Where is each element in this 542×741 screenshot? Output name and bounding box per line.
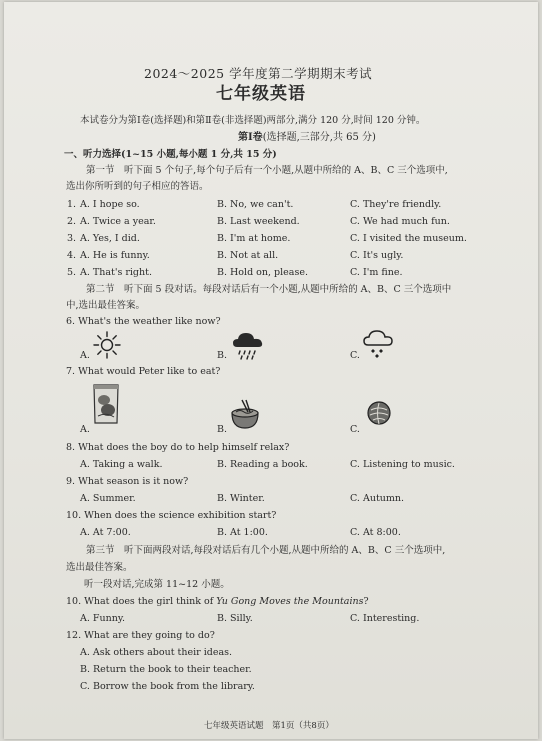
question-8-option-b: B. Reading a book.: [217, 459, 308, 470]
option-b: B. I'm at home.: [217, 233, 291, 244]
part1-instruction-line1: 第一节 听下面 5 个句子,每个句子后有一个小题,从题中所给的 A、B、C 三个选项中,: [86, 165, 448, 176]
question-number: 3.: [67, 233, 77, 244]
part3-instruction-line2: 选出最佳答案。: [66, 562, 133, 573]
exam-intro: 本试卷分为第Ⅰ卷(选择题)和第Ⅱ卷(非选择题)两部分,满分 120 分,时间 120 分钟。: [80, 115, 426, 126]
question-9-stem: 9. What season is it now?: [66, 476, 189, 487]
question-6-stem: 6. What's the weather like now?: [66, 316, 221, 327]
question-number: 2.: [67, 216, 77, 227]
question-10-option-b: B. At 1:00.: [217, 527, 268, 538]
part3-instruction-line1: 第三节 听下面两段对话,每段对话后有几个小题,从题中所给的 A、B、C 三个选项中,: [86, 545, 446, 556]
volume-note: (选择题,三部分,共 65 分): [262, 132, 376, 143]
option-c: C. They're friendly.: [350, 199, 442, 210]
book-title: Yu Gong Moves the Mountains: [216, 596, 364, 607]
question-12-option-c: C. Borrow the book from the library.: [80, 681, 255, 692]
exam-page: [4, 2, 538, 739]
noodle-bowl-icon: [228, 398, 262, 436]
question-12-stem: 12. What are they going to do?: [66, 630, 215, 641]
question-8-option-c: C. Listening to music.: [350, 459, 455, 470]
question-12-option-a: A. Ask others about their ideas.: [80, 647, 233, 658]
stem-suffix: ?: [363, 596, 369, 607]
question-9-option-b: B. Winter.: [217, 493, 265, 504]
rain-cloud-icon: [230, 330, 266, 364]
question-9-option-a: A. Summer.: [80, 493, 136, 504]
exam-title: 2024～2025 学年度第二学期期末考试: [144, 66, 373, 81]
question-7-option-c: C.: [350, 424, 360, 435]
snow-cloud-icon: [362, 328, 394, 364]
question-10-option-c: C. At 8:00.: [350, 527, 401, 538]
question-10-option-a: A. At 7:00.: [80, 527, 131, 538]
option-b: B. Hold on, please.: [217, 267, 308, 278]
snack-bag-icon: [90, 382, 122, 430]
question-10-stem: 10. When does the science exhibition start?: [66, 510, 277, 521]
question-12-option-b: B. Return the book to their teacher.: [80, 664, 252, 675]
option-a: A. He is funny.: [80, 250, 150, 261]
question-number: 1.: [67, 199, 77, 210]
option-b: B. Not at all.: [217, 250, 279, 261]
question-number: 5.: [67, 267, 77, 278]
volume-heading: [238, 132, 376, 144]
dialog-intro: 听一段对话,完成第 11~12 小题。: [84, 579, 230, 590]
question-11-option-b: B. Silly.: [217, 613, 253, 624]
section1-title: 一、听力选择(1~15 小题,每小题 1 分,共 15 分): [64, 149, 277, 160]
question-8-option-a: A. Taking a walk.: [80, 459, 163, 470]
question-11-option-a: A. Funny.: [80, 613, 125, 624]
option-a: A. That's right.: [80, 267, 152, 278]
volume-title: 第Ⅰ卷: [238, 132, 263, 143]
option-a: A. Yes, I did.: [80, 233, 140, 244]
question-11-option-c: C. Interesting.: [350, 613, 420, 624]
subject-title: 七年级英语: [216, 84, 306, 104]
option-c: C. I'm fine.: [350, 267, 403, 278]
question-6-option-a: A.: [80, 350, 90, 361]
question-6-option-c: C.: [350, 350, 360, 361]
question-9-option-c: C. Autumn.: [350, 493, 405, 504]
part2-instruction-line2: 中,选出最佳答案。: [66, 300, 146, 311]
option-b: B. Last weekend.: [217, 216, 300, 227]
stem-prefix: 10. What does the girl think of: [66, 596, 217, 607]
sun-icon: [92, 330, 122, 364]
question-8-stem: 8. What does the boy do to help himself relax?: [66, 442, 290, 453]
page-footer: 七年级英语试题 第1页（共8页）: [204, 721, 334, 731]
part2-instruction-line1: 第二节 听下面 5 段对话。每段对话后有一个小题,从题中所给的 A、B、C 三个选项中: [86, 284, 452, 295]
question-number: 4.: [67, 250, 77, 261]
question-11-stem: [66, 596, 369, 608]
option-a: A. Twice a year.: [80, 216, 156, 227]
question-7-option-b: B.: [217, 424, 228, 435]
option-c: C. It's ugly.: [350, 250, 404, 261]
option-c: C. I visited the museum.: [350, 233, 467, 244]
part1-instruction-line2: 选出你所听到的句子相应的答语。: [66, 181, 209, 192]
option-b: B. No, we can't.: [217, 199, 294, 210]
option-a: A. I hope so.: [80, 199, 140, 210]
question-7-option-a: A.: [80, 424, 90, 435]
question-7-stem: 7. What would Peter like to eat?: [66, 366, 221, 377]
cabbage-icon: [366, 400, 392, 430]
question-6-option-b: B.: [217, 350, 228, 361]
option-c: C. We had much fun.: [350, 216, 450, 227]
